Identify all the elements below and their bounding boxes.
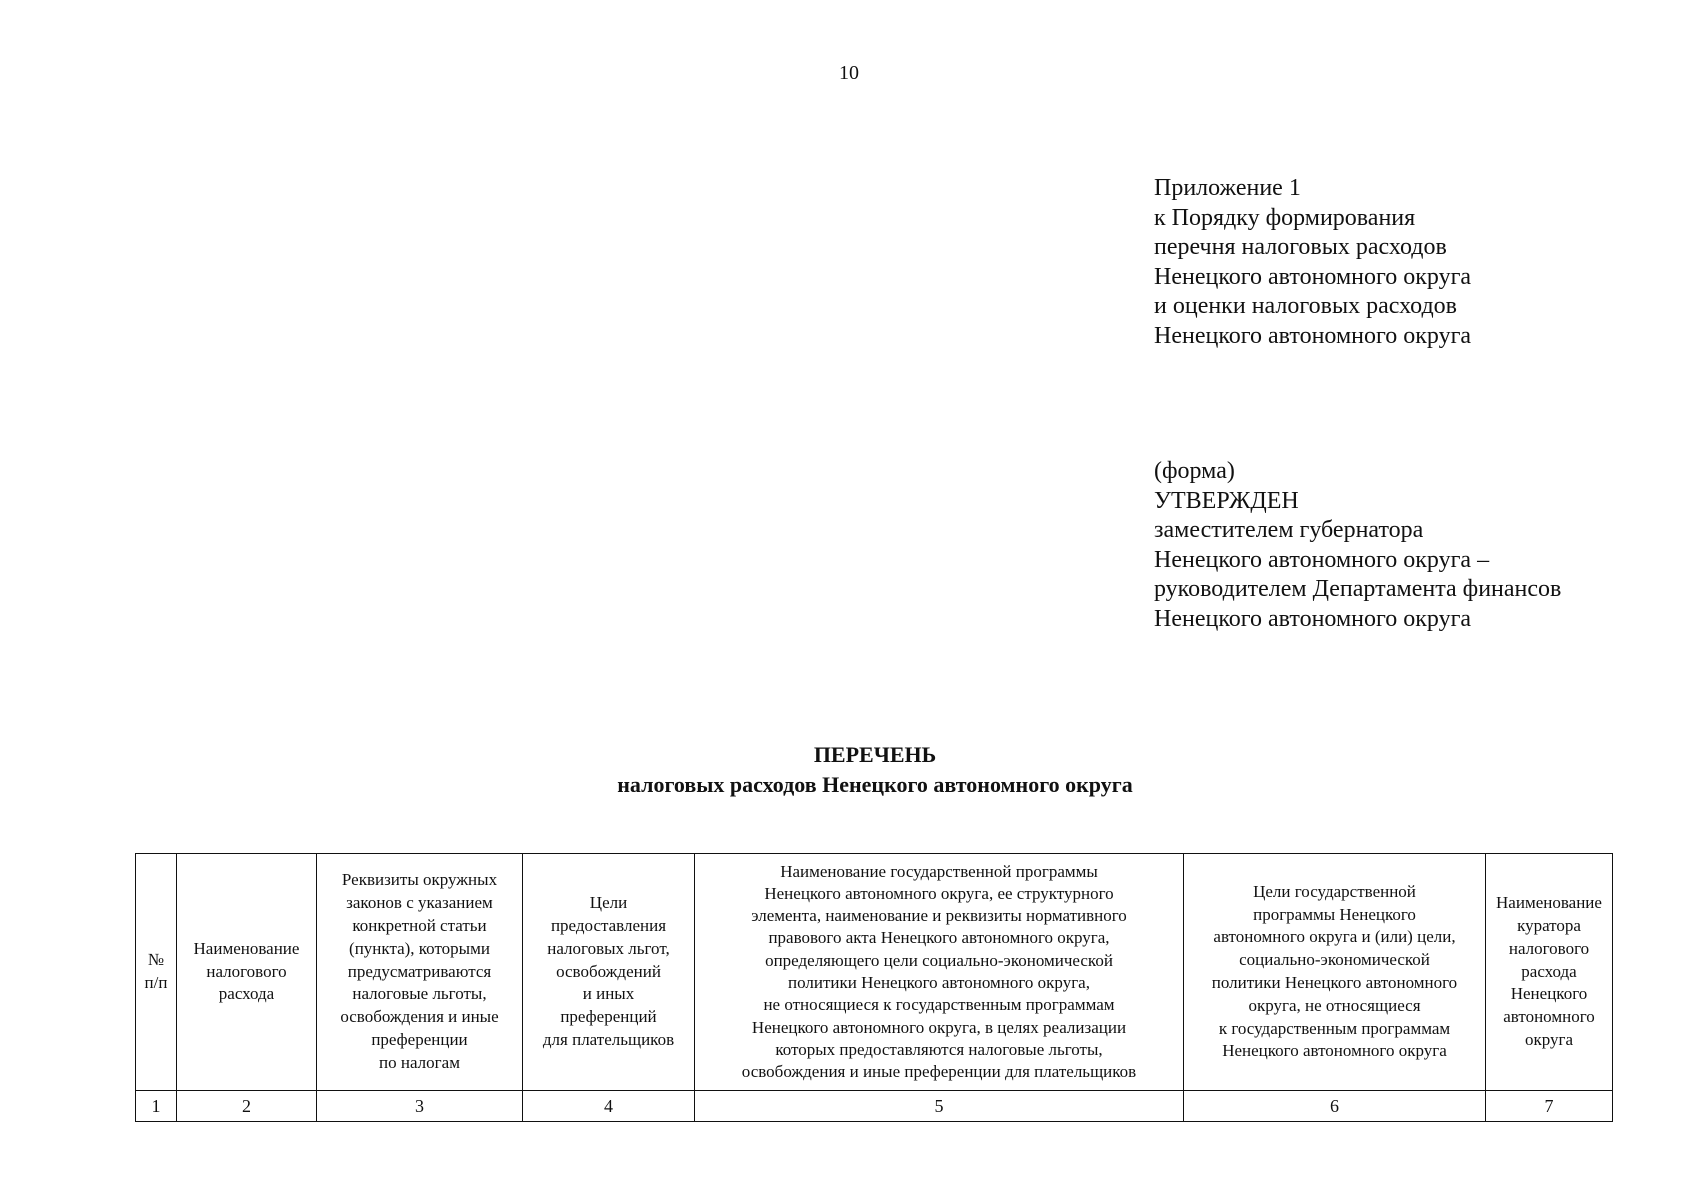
header-line: политики Ненецкого автономного [1211,973,1458,992]
approval-line: руководителем Департамента финансов [1154,576,1562,603]
header-row [136,854,1613,1091]
appendix-line: и оценки налоговых расходов [1154,293,1457,320]
header-line: программы Ненецкого [1253,904,1416,924]
appendix-line: Ненецкого автономного округа [1154,263,1472,290]
page-number: 10 [839,62,859,84]
header-line: конкретной статьи [352,916,487,935]
header-line: для плательщиков [542,1029,675,1049]
header-line: Ненецкого [1510,984,1588,1004]
column-number-cell: 7 [1486,1091,1613,1122]
header-line: правового акта Ненецкого автономного округа, [768,928,1110,948]
header-line: (пункта), которыми [349,938,490,958]
column-number-cell: 3 [317,1091,523,1122]
column-number-cell: 4 [523,1091,695,1122]
header-line: п/п [144,973,168,992]
header-line: Цели государственной [1253,881,1416,901]
header-line: Наименование [193,938,300,958]
header-line: преференции [371,1029,468,1049]
approval-line: Ненецкого автономного округа – [1154,546,1490,573]
document-title [0,740,1698,800]
header-line: автономного [1503,1007,1595,1027]
header-line: и иных [582,984,635,1004]
approval-block [1154,457,1561,635]
header-line: расхода [1521,961,1577,981]
header-line: Цели [589,893,628,913]
header-line: по налогам [379,1052,460,1072]
header-line: Ненецкого автономного округа, ее структурного [764,883,1114,903]
approval-line: УТВЕРЖДЕН [1154,487,1299,514]
header-cell-law-details [317,854,523,1091]
approval-line: (форма) [1154,458,1235,484]
header-line: предусматриваются [347,961,492,981]
appendix-block [1154,174,1471,352]
header-cell-curator [1486,854,1613,1091]
column-number-cell: 2 [177,1091,317,1122]
header-line: куратора [1517,916,1581,935]
header-line: налогового [206,961,287,981]
title-sub: налоговых расходов Ненецкого автономного округа [617,772,1133,797]
header-line: налогового [1508,938,1590,958]
approval-line: заместителем губернатора [1154,517,1424,544]
header-line: преференций [560,1007,657,1027]
column-number-row [136,1091,1613,1122]
appendix-line: перечня налоговых расходов [1154,234,1447,261]
header-line: освобождений [556,961,661,981]
appendix-line: Ненецкого автономного округа [1154,322,1472,349]
header-line: налоговых льгот, [547,938,670,958]
header-cell-number [136,854,177,1091]
header-line: освобождения и иные [340,1007,499,1027]
header-line: социально-экономической [1239,950,1430,970]
header-cell-state-program [695,854,1184,1091]
header-cell-goals [523,854,695,1091]
header-line: автономного округа и (или) цели, [1213,927,1456,947]
header-line: Наименование государственной программы [780,861,1098,881]
header-line: освобождения и иные преференции для плательщиков [741,1062,1137,1082]
appendix-line: к Порядку формирования [1154,204,1416,231]
header-line: элемента, наименование и реквизиты нормативного [751,906,1127,926]
header-line: № [147,950,165,970]
header-line: законов с указанием [346,893,493,913]
header-line: Ненецкого автономного округа [1222,1041,1447,1061]
header-line: округа, не относящиеся [1248,995,1421,1015]
column-number-cell: 6 [1184,1091,1486,1122]
header-line: которых предоставляются налоговые льготы, [775,1039,1103,1059]
header-line: Наименование [1496,893,1602,913]
header-line: Ненецкого автономного округа, в целях реализации [751,1017,1127,1037]
header-line: политики Ненецкого автономного округа, [788,973,1090,992]
header-cell-expense-name [177,854,317,1091]
header-line: не относящиеся к государственным программам [763,995,1115,1015]
header-line: расхода [218,984,275,1004]
appendix-line: Приложение 1 [1154,175,1301,201]
column-number-cell: 5 [695,1091,1184,1122]
header-line: предоставления [550,916,667,935]
header-cell-program-goals [1184,854,1486,1091]
column-number-cell: 1 [136,1091,177,1122]
header-line: Реквизиты окружных [341,870,498,890]
header-line: налоговые льготы, [352,984,487,1004]
header-line: округа [1524,1029,1574,1049]
header-line: определяющего цели социально-экономической [765,950,1113,970]
title-main: ПЕРЕЧЕНЬ [813,742,937,767]
approval-line: Ненецкого автономного округа [1154,605,1472,632]
tax-expenses-table [135,853,1613,1122]
header-line: к государственным программам [1218,1018,1451,1038]
